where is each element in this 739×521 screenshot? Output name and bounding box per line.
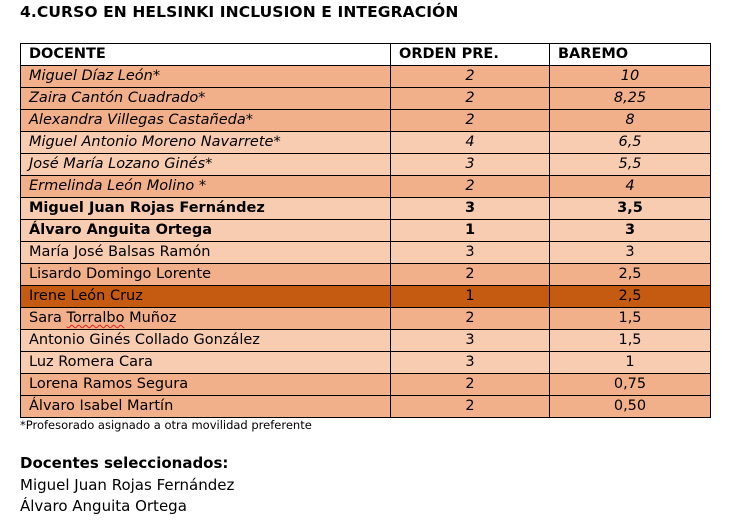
cell-baremo: 3 (550, 220, 711, 242)
table-row (21, 264, 711, 286)
table-row (21, 396, 711, 418)
cell-docente: Miguel Antonio Moreno Navarrete* (21, 132, 391, 154)
document-title: 4.CURSO EN HELSINKI INCLUSION E INTEGRACIÓN (20, 3, 459, 21)
cell-docente: Alexandra Villegas Castañeda* (21, 110, 391, 132)
cell-docente: Sara Torralbo Muñoz (21, 308, 391, 330)
header-docente: DOCENTE (21, 44, 391, 66)
table-row (21, 330, 711, 352)
cell-orden: 4 (391, 132, 550, 154)
cell-baremo: 1 (550, 352, 711, 374)
table-row (21, 198, 711, 220)
cell-orden: 2 (391, 176, 550, 198)
footnote: *Profesorado asignado a otra movilidad preferente (20, 418, 312, 432)
cell-baremo: 2,5 (550, 264, 711, 286)
cell-baremo: 6,5 (550, 132, 711, 154)
cell-docente: María José Balsas Ramón (21, 242, 391, 264)
table-row (21, 374, 711, 396)
cell-baremo: 8,25 (550, 88, 711, 110)
cell-orden: 1 (391, 220, 550, 242)
cell-orden: 2 (391, 66, 550, 88)
cell-orden: 3 (391, 242, 550, 264)
cell-baremo: 1,5 (550, 330, 711, 352)
cell-docente: Irene León Cruz (21, 286, 391, 308)
header-baremo: BAREMO (550, 44, 711, 66)
table-row (21, 286, 711, 308)
selected-name: Álvaro Anguita Ortega (20, 497, 187, 515)
cell-orden: 2 (391, 88, 550, 110)
table-body (21, 66, 711, 418)
cell-baremo: 0,75 (550, 374, 711, 396)
selected-heading: Docentes seleccionados: (20, 454, 229, 472)
cell-orden: 3 (391, 154, 550, 176)
cell-orden: 2 (391, 308, 550, 330)
cell-baremo: 10 (550, 66, 711, 88)
table-row (21, 242, 711, 264)
cell-baremo: 0,50 (550, 396, 711, 418)
cell-orden: 2 (391, 264, 550, 286)
cell-orden: 2 (391, 110, 550, 132)
cell-docente: Álvaro Anguita Ortega (21, 220, 391, 242)
cell-orden: 2 (391, 374, 550, 396)
selected-list (20, 475, 234, 517)
selected-name: Miguel Juan Rojas Fernández (20, 476, 235, 494)
cell-orden: 3 (391, 198, 550, 220)
cell-docente: Luz Romera Cara (21, 352, 391, 374)
cell-orden: 1 (391, 286, 550, 308)
cell-docente: Miguel Juan Rojas Fernández (21, 198, 391, 220)
table-row (21, 352, 711, 374)
cell-orden: 3 (391, 330, 550, 352)
cell-docente: Lisardo Domingo Lorente (21, 264, 391, 286)
table-row (21, 110, 711, 132)
cell-baremo: 3 (550, 242, 711, 264)
cell-baremo: 2,5 (550, 286, 711, 308)
cell-baremo: 5,5 (550, 154, 711, 176)
cell-docente: Miguel Díaz León* (21, 66, 391, 88)
cell-docente: Lorena Ramos Segura (21, 374, 391, 396)
cell-baremo: 1,5 (550, 308, 711, 330)
table-row (21, 154, 711, 176)
table-row (21, 88, 711, 110)
cell-docente: Zaira Cantón Cuadrado* (21, 88, 391, 110)
cell-docente: Álvaro Isabel Martín (21, 396, 391, 418)
cell-baremo: 3,5 (550, 198, 711, 220)
table-row (21, 66, 711, 88)
cell-docente: José María Lozano Ginés* (21, 154, 391, 176)
cell-docente: Antonio Ginés Collado González (21, 330, 391, 352)
cell-baremo: 8 (550, 110, 711, 132)
cell-baremo: 4 (550, 176, 711, 198)
table-row (21, 308, 711, 330)
table-row (21, 220, 711, 242)
table-header-row (21, 44, 711, 66)
table-row (21, 132, 711, 154)
cell-orden: 2 (391, 396, 550, 418)
docentes-table (20, 43, 711, 418)
header-orden: ORDEN PRE. (391, 44, 550, 66)
cell-docente: Ermelinda León Molino * (21, 176, 391, 198)
spellcheck-word: Torralbo (66, 310, 125, 326)
cell-orden: 3 (391, 352, 550, 374)
table-row (21, 176, 711, 198)
